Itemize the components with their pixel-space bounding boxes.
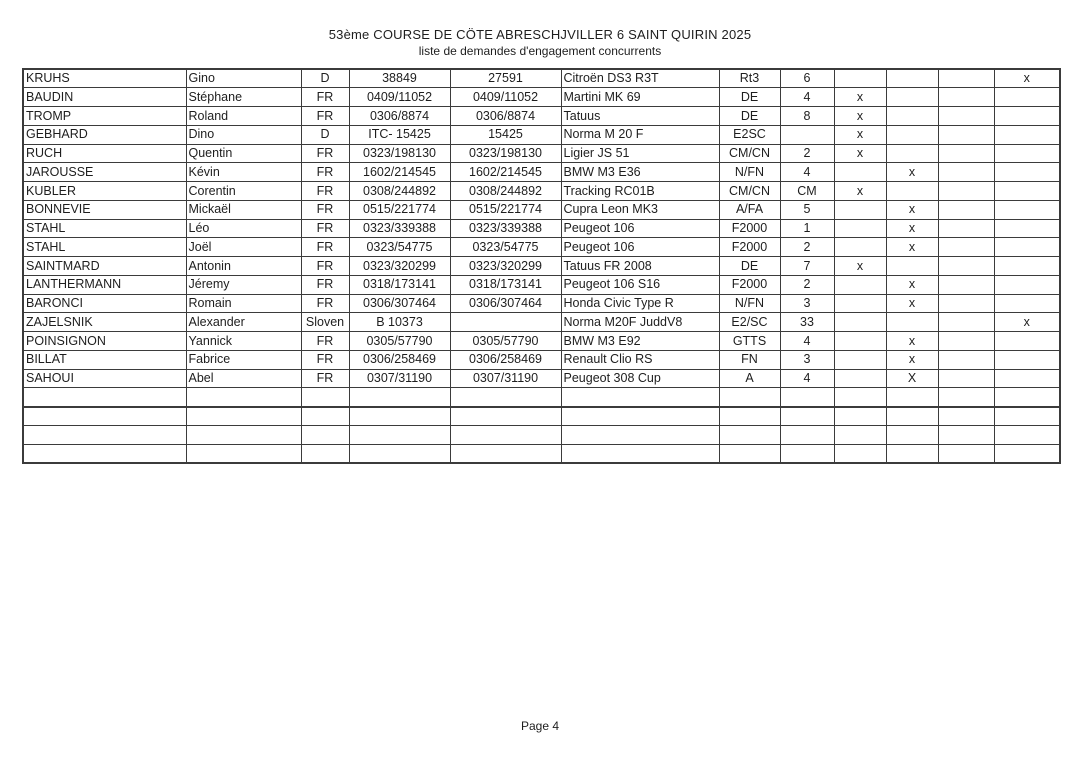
table-cell-class: DE bbox=[719, 107, 780, 126]
table-cell-mark_2: x bbox=[886, 163, 938, 182]
table-cell-nationality: D bbox=[301, 125, 349, 144]
table-cell-first_name bbox=[186, 388, 301, 407]
table-cell-mark_4 bbox=[994, 88, 1060, 107]
table-cell-mark_3 bbox=[938, 200, 994, 219]
table-cell-group_number: 2 bbox=[780, 275, 834, 294]
table-cell-mark_2 bbox=[886, 313, 938, 332]
table-cell-mark_1 bbox=[834, 425, 886, 444]
table-cell-mark_2 bbox=[886, 88, 938, 107]
table-cell-last_name: TROMP bbox=[23, 107, 186, 126]
table-cell-group_number: 2 bbox=[780, 144, 834, 163]
table-cell-licence_1: 38849 bbox=[349, 69, 450, 88]
table-cell-mark_4 bbox=[994, 257, 1060, 276]
table-cell-class: E2/SC bbox=[719, 313, 780, 332]
table-cell-class: E2SC bbox=[719, 125, 780, 144]
table-cell-mark_4 bbox=[994, 332, 1060, 351]
table-cell-licence_2: 0306/307464 bbox=[450, 294, 561, 313]
table-cell-mark_4 bbox=[994, 107, 1060, 126]
table-row bbox=[23, 88, 1060, 107]
table-cell-mark_3 bbox=[938, 69, 994, 88]
table-cell-mark_2 bbox=[886, 107, 938, 126]
table-cell-class: F2000 bbox=[719, 219, 780, 238]
table-cell-group_number bbox=[780, 388, 834, 407]
table-row bbox=[23, 425, 1060, 444]
table-cell-group_number: 5 bbox=[780, 200, 834, 219]
table-cell-mark_2: x bbox=[886, 294, 938, 313]
table-cell-group_number bbox=[780, 407, 834, 426]
table-cell-group_number: 2 bbox=[780, 238, 834, 257]
table-cell-car: Honda Civic Type R bbox=[561, 294, 719, 313]
table-cell-first_name bbox=[186, 407, 301, 426]
table-cell-car: Tatuus bbox=[561, 107, 719, 126]
table-cell-car: Cupra Leon MK3 bbox=[561, 200, 719, 219]
table-cell-licence_1: 0305/57790 bbox=[349, 332, 450, 351]
table-cell-car: Citroën DS3 R3T bbox=[561, 69, 719, 88]
table-cell-nationality: FR bbox=[301, 294, 349, 313]
table-cell-first_name: Quentin bbox=[186, 144, 301, 163]
table-cell-licence_1: 0323/198130 bbox=[349, 144, 450, 163]
table-cell-car bbox=[561, 407, 719, 426]
table-cell-class: F2000 bbox=[719, 238, 780, 257]
table-cell-licence_1: 0306/258469 bbox=[349, 350, 450, 369]
table-cell-mark_4 bbox=[994, 407, 1060, 426]
table-cell-group_number: 8 bbox=[780, 107, 834, 126]
table-cell-group_number: 3 bbox=[780, 294, 834, 313]
table-cell-licence_2 bbox=[450, 388, 561, 407]
table-cell-licence_1 bbox=[349, 425, 450, 444]
table-cell-mark_3 bbox=[938, 444, 994, 463]
table-row bbox=[23, 313, 1060, 332]
table-cell-mark_2 bbox=[886, 125, 938, 144]
table-cell-mark_4 bbox=[994, 144, 1060, 163]
table-row bbox=[23, 238, 1060, 257]
table-cell-mark_1 bbox=[834, 369, 886, 388]
table-body bbox=[23, 69, 1060, 463]
table-cell-class: GTTS bbox=[719, 332, 780, 351]
table-cell-mark_2 bbox=[886, 182, 938, 201]
table-cell-group_number: 4 bbox=[780, 332, 834, 351]
table-cell-last_name: KRUHS bbox=[23, 69, 186, 88]
table-cell-mark_3 bbox=[938, 407, 994, 426]
table-row bbox=[23, 107, 1060, 126]
table-cell-group_number: 4 bbox=[780, 88, 834, 107]
table-cell-mark_4 bbox=[994, 219, 1060, 238]
table-cell-licence_1: B 10373 bbox=[349, 313, 450, 332]
table-cell-licence_2: 0307/31190 bbox=[450, 369, 561, 388]
table-cell-licence_2 bbox=[450, 313, 561, 332]
table-row bbox=[23, 182, 1060, 201]
table-cell-car: Peugeot 106 bbox=[561, 238, 719, 257]
table-cell-licence_2: 0305/57790 bbox=[450, 332, 561, 351]
table-cell-first_name: Antonin bbox=[186, 257, 301, 276]
table-cell-last_name: RUCH bbox=[23, 144, 186, 163]
table-cell-last_name: LANTHERMANN bbox=[23, 275, 186, 294]
table-cell-mark_4 bbox=[994, 182, 1060, 201]
table-cell-licence_1: 0318/173141 bbox=[349, 275, 450, 294]
table-cell-class: DE bbox=[719, 257, 780, 276]
table-cell-last_name: BONNEVIE bbox=[23, 200, 186, 219]
table-cell-mark_2: x bbox=[886, 238, 938, 257]
table-cell-last_name: POINSIGNON bbox=[23, 332, 186, 351]
table-cell-group_number: 6 bbox=[780, 69, 834, 88]
table-cell-mark_1 bbox=[834, 444, 886, 463]
table-cell-group_number: CM bbox=[780, 182, 834, 201]
table-cell-first_name: Gino bbox=[186, 69, 301, 88]
table-cell-licence_2: 0323/339388 bbox=[450, 219, 561, 238]
table-cell-mark_3 bbox=[938, 219, 994, 238]
table-cell-licence_2: 0409/11052 bbox=[450, 88, 561, 107]
table-cell-mark_3 bbox=[938, 425, 994, 444]
table-cell-licence_2: 0318/173141 bbox=[450, 275, 561, 294]
table-cell-mark_3 bbox=[938, 163, 994, 182]
table-cell-nationality: FR bbox=[301, 219, 349, 238]
table-cell-first_name: Alexander bbox=[186, 313, 301, 332]
table-cell-mark_2 bbox=[886, 69, 938, 88]
table-cell-first_name: Jéremy bbox=[186, 275, 301, 294]
table-cell-licence_1: 0306/8874 bbox=[349, 107, 450, 126]
table-cell-nationality bbox=[301, 407, 349, 426]
table-cell-car: BMW M3 E36 bbox=[561, 163, 719, 182]
table-cell-last_name: BILLAT bbox=[23, 350, 186, 369]
table-cell-first_name: Mickaël bbox=[186, 200, 301, 219]
table-cell-mark_1: x bbox=[834, 182, 886, 201]
table-cell-licence_2 bbox=[450, 407, 561, 426]
table-cell-mark_1 bbox=[834, 238, 886, 257]
table-row bbox=[23, 388, 1060, 407]
table-cell-licence_2: 1602/214545 bbox=[450, 163, 561, 182]
table-cell-licence_1 bbox=[349, 388, 450, 407]
table-row bbox=[23, 125, 1060, 144]
table-cell-first_name: Fabrice bbox=[186, 350, 301, 369]
table-cell-mark_2: x bbox=[886, 350, 938, 369]
table-cell-class: A bbox=[719, 369, 780, 388]
table-cell-mark_3 bbox=[938, 125, 994, 144]
table-cell-mark_1 bbox=[834, 350, 886, 369]
table-cell-last_name bbox=[23, 425, 186, 444]
table-cell-mark_2 bbox=[886, 425, 938, 444]
table-row bbox=[23, 144, 1060, 163]
table-cell-group_number: 33 bbox=[780, 313, 834, 332]
table-cell-last_name: GEBHARD bbox=[23, 125, 186, 144]
table-cell-mark_3 bbox=[938, 350, 994, 369]
table-cell-first_name bbox=[186, 444, 301, 463]
table-cell-licence_1 bbox=[349, 444, 450, 463]
table-cell-mark_3 bbox=[938, 107, 994, 126]
table-cell-car: Martini MK 69 bbox=[561, 88, 719, 107]
page-title: 53ème COURSE DE CÖTE ABRESCHJVILLER 6 SAINT QUIRIN 2025 bbox=[328, 27, 752, 42]
table-cell-mark_1 bbox=[834, 219, 886, 238]
table-cell-mark_2 bbox=[886, 407, 938, 426]
table-row bbox=[23, 163, 1060, 182]
table-cell-car: Peugeot 106 S16 bbox=[561, 275, 719, 294]
table-cell-licence_1: 0308/244892 bbox=[349, 182, 450, 201]
table-cell-mark_1 bbox=[834, 313, 886, 332]
table-cell-group_number: 4 bbox=[780, 163, 834, 182]
table-cell-last_name: SAINTMARD bbox=[23, 257, 186, 276]
table-row bbox=[23, 369, 1060, 388]
table-cell-mark_3 bbox=[938, 144, 994, 163]
table-cell-first_name: Stéphane bbox=[186, 88, 301, 107]
table-cell-last_name bbox=[23, 407, 186, 426]
table-cell-group_number: 1 bbox=[780, 219, 834, 238]
table-cell-licence_2: 15425 bbox=[450, 125, 561, 144]
table-cell-mark_4 bbox=[994, 350, 1060, 369]
table-cell-mark_2 bbox=[886, 257, 938, 276]
table-cell-mark_1 bbox=[834, 200, 886, 219]
table-cell-nationality: D bbox=[301, 69, 349, 88]
table-cell-licence_1: 0323/54775 bbox=[349, 238, 450, 257]
table-row bbox=[23, 275, 1060, 294]
table-cell-car bbox=[561, 388, 719, 407]
table-cell-group_number bbox=[780, 425, 834, 444]
table-cell-first_name: Corentin bbox=[186, 182, 301, 201]
table-cell-mark_4 bbox=[994, 425, 1060, 444]
table-cell-nationality: FR bbox=[301, 238, 349, 257]
table-cell-last_name: STAHL bbox=[23, 238, 186, 257]
table-cell-licence_2: 0323/54775 bbox=[450, 238, 561, 257]
table-cell-nationality: FR bbox=[301, 369, 349, 388]
entrants-table bbox=[22, 68, 1061, 464]
table-cell-car: Ligier JS 51 bbox=[561, 144, 719, 163]
table-cell-mark_2 bbox=[886, 388, 938, 407]
table-cell-mark_4: x bbox=[994, 69, 1060, 88]
table-cell-last_name: JAROUSSE bbox=[23, 163, 186, 182]
table-cell-nationality: FR bbox=[301, 257, 349, 276]
table-row bbox=[23, 407, 1060, 426]
table-cell-group_number: 4 bbox=[780, 369, 834, 388]
table-cell-first_name: Léo bbox=[186, 219, 301, 238]
table-cell-mark_1: x bbox=[834, 107, 886, 126]
table-cell-licence_2: 0323/320299 bbox=[450, 257, 561, 276]
table-row bbox=[23, 69, 1060, 88]
table-row bbox=[23, 332, 1060, 351]
table-cell-first_name: Kévin bbox=[186, 163, 301, 182]
table-cell-car: Tatuus FR 2008 bbox=[561, 257, 719, 276]
table-cell-mark_1 bbox=[834, 407, 886, 426]
table-cell-mark_1 bbox=[834, 294, 886, 313]
table-cell-licence_2: 0306/8874 bbox=[450, 107, 561, 126]
table-cell-licence_1: ITC- 15425 bbox=[349, 125, 450, 144]
table-cell-nationality bbox=[301, 425, 349, 444]
table-cell-car: Norma M20F JuddV8 bbox=[561, 313, 719, 332]
table-cell-class: FN bbox=[719, 350, 780, 369]
table-cell-first_name: Roland bbox=[186, 107, 301, 126]
table-cell-mark_3 bbox=[938, 313, 994, 332]
table-cell-mark_2: x bbox=[886, 200, 938, 219]
table-cell-mark_1 bbox=[834, 69, 886, 88]
table-cell-mark_2 bbox=[886, 144, 938, 163]
table-cell-first_name: Dino bbox=[186, 125, 301, 144]
table-cell-car bbox=[561, 425, 719, 444]
table-cell-mark_1 bbox=[834, 275, 886, 294]
table-cell-mark_1: x bbox=[834, 144, 886, 163]
table-cell-mark_3 bbox=[938, 294, 994, 313]
table-cell-mark_3 bbox=[938, 332, 994, 351]
table-cell-first_name bbox=[186, 425, 301, 444]
table-row bbox=[23, 294, 1060, 313]
table-cell-group_number: 7 bbox=[780, 257, 834, 276]
table-row bbox=[23, 257, 1060, 276]
table-cell-first_name: Romain bbox=[186, 294, 301, 313]
table-row bbox=[23, 219, 1060, 238]
table-cell-first_name: Yannick bbox=[186, 332, 301, 351]
table-cell-class bbox=[719, 425, 780, 444]
table-cell-car: Norma M 20 F bbox=[561, 125, 719, 144]
table-cell-nationality: FR bbox=[301, 350, 349, 369]
table-cell-licence_2: 0515/221774 bbox=[450, 200, 561, 219]
table-cell-nationality: Sloven bbox=[301, 313, 349, 332]
table-cell-class: CM/CN bbox=[719, 182, 780, 201]
table-cell-mark_2: x bbox=[886, 275, 938, 294]
table-cell-first_name: Abel bbox=[186, 369, 301, 388]
table-cell-mark_3 bbox=[938, 275, 994, 294]
table-cell-car: Peugeot 308 Cup bbox=[561, 369, 719, 388]
table-cell-nationality: FR bbox=[301, 163, 349, 182]
table-cell-car: BMW M3 E92 bbox=[561, 332, 719, 351]
table-cell-nationality: FR bbox=[301, 275, 349, 294]
table-cell-licence_2: 0323/198130 bbox=[450, 144, 561, 163]
table-cell-mark_4: x bbox=[994, 313, 1060, 332]
table-cell-last_name bbox=[23, 388, 186, 407]
table-cell-mark_1: x bbox=[834, 88, 886, 107]
table-cell-class bbox=[719, 407, 780, 426]
table-cell-nationality: FR bbox=[301, 107, 349, 126]
table-cell-class bbox=[719, 388, 780, 407]
table-cell-licence_1: 0323/320299 bbox=[349, 257, 450, 276]
table-cell-class: A/FA bbox=[719, 200, 780, 219]
table-cell-group_number bbox=[780, 444, 834, 463]
table-cell-licence_1: 1602/214545 bbox=[349, 163, 450, 182]
table-cell-class: F2000 bbox=[719, 275, 780, 294]
table-cell-car: Renault Clio RS bbox=[561, 350, 719, 369]
table-cell-class: N/FN bbox=[719, 163, 780, 182]
table-cell-mark_4 bbox=[994, 369, 1060, 388]
table-cell-nationality bbox=[301, 444, 349, 463]
table-cell-licence_1: 0306/307464 bbox=[349, 294, 450, 313]
table-cell-mark_2: x bbox=[886, 332, 938, 351]
table-cell-last_name: BAUDIN bbox=[23, 88, 186, 107]
table-cell-nationality: FR bbox=[301, 200, 349, 219]
table-cell-mark_1 bbox=[834, 388, 886, 407]
table-cell-group_number bbox=[780, 125, 834, 144]
table-cell-licence_2: 27591 bbox=[450, 69, 561, 88]
table-cell-class: N/FN bbox=[719, 294, 780, 313]
table-cell-mark_3 bbox=[938, 238, 994, 257]
table-cell-licence_1: 0323/339388 bbox=[349, 219, 450, 238]
page-subtitle: liste de demandes d'engagement concurrents bbox=[418, 44, 662, 58]
table-cell-mark_3 bbox=[938, 88, 994, 107]
table-cell-class: Rt3 bbox=[719, 69, 780, 88]
table-cell-last_name: SAHOUI bbox=[23, 369, 186, 388]
table-cell-licence_1: 0515/221774 bbox=[349, 200, 450, 219]
table-cell-mark_4 bbox=[994, 444, 1060, 463]
table-cell-car: Tracking RC01B bbox=[561, 182, 719, 201]
table-cell-licence_2 bbox=[450, 444, 561, 463]
table-cell-licence_2 bbox=[450, 425, 561, 444]
table-cell-mark_3 bbox=[938, 257, 994, 276]
table-cell-mark_3 bbox=[938, 388, 994, 407]
page-number: Page 4 bbox=[520, 719, 560, 733]
table-cell-nationality: FR bbox=[301, 144, 349, 163]
table-cell-mark_4 bbox=[994, 388, 1060, 407]
table-row bbox=[23, 350, 1060, 369]
table-cell-nationality: FR bbox=[301, 332, 349, 351]
table-cell-last_name bbox=[23, 444, 186, 463]
table-cell-last_name: BARONCI bbox=[23, 294, 186, 313]
table-cell-nationality bbox=[301, 388, 349, 407]
table-cell-mark_1: x bbox=[834, 257, 886, 276]
table-cell-last_name: ZAJELSNIK bbox=[23, 313, 186, 332]
table-cell-mark_4 bbox=[994, 200, 1060, 219]
table-cell-mark_1: x bbox=[834, 125, 886, 144]
table-cell-last_name: STAHL bbox=[23, 219, 186, 238]
table-cell-licence_2: 0308/244892 bbox=[450, 182, 561, 201]
table-cell-mark_2: x bbox=[886, 219, 938, 238]
table-cell-mark_2: X bbox=[886, 369, 938, 388]
table-row bbox=[23, 444, 1060, 463]
table-cell-mark_4 bbox=[994, 163, 1060, 182]
table-cell-mark_3 bbox=[938, 182, 994, 201]
table-cell-first_name: Joël bbox=[186, 238, 301, 257]
table-cell-mark_4 bbox=[994, 238, 1060, 257]
table-cell-nationality: FR bbox=[301, 182, 349, 201]
table-cell-licence_1: 0307/31190 bbox=[349, 369, 450, 388]
table-cell-mark_2 bbox=[886, 444, 938, 463]
table-cell-class: CM/CN bbox=[719, 144, 780, 163]
table-cell-licence_1: 0409/11052 bbox=[349, 88, 450, 107]
table-cell-mark_1 bbox=[834, 332, 886, 351]
table-cell-mark_4 bbox=[994, 125, 1060, 144]
table-cell-mark_4 bbox=[994, 294, 1060, 313]
table-cell-mark_4 bbox=[994, 275, 1060, 294]
table-cell-car bbox=[561, 444, 719, 463]
table-cell-licence_1 bbox=[349, 407, 450, 426]
table-cell-mark_1 bbox=[834, 163, 886, 182]
table-cell-class bbox=[719, 444, 780, 463]
table-cell-nationality: FR bbox=[301, 88, 349, 107]
table-cell-group_number: 3 bbox=[780, 350, 834, 369]
table-cell-mark_3 bbox=[938, 369, 994, 388]
table-row bbox=[23, 200, 1060, 219]
table-cell-licence_2: 0306/258469 bbox=[450, 350, 561, 369]
table-cell-class: DE bbox=[719, 88, 780, 107]
table-cell-last_name: KUBLER bbox=[23, 182, 186, 201]
table-cell-car: Peugeot 106 bbox=[561, 219, 719, 238]
